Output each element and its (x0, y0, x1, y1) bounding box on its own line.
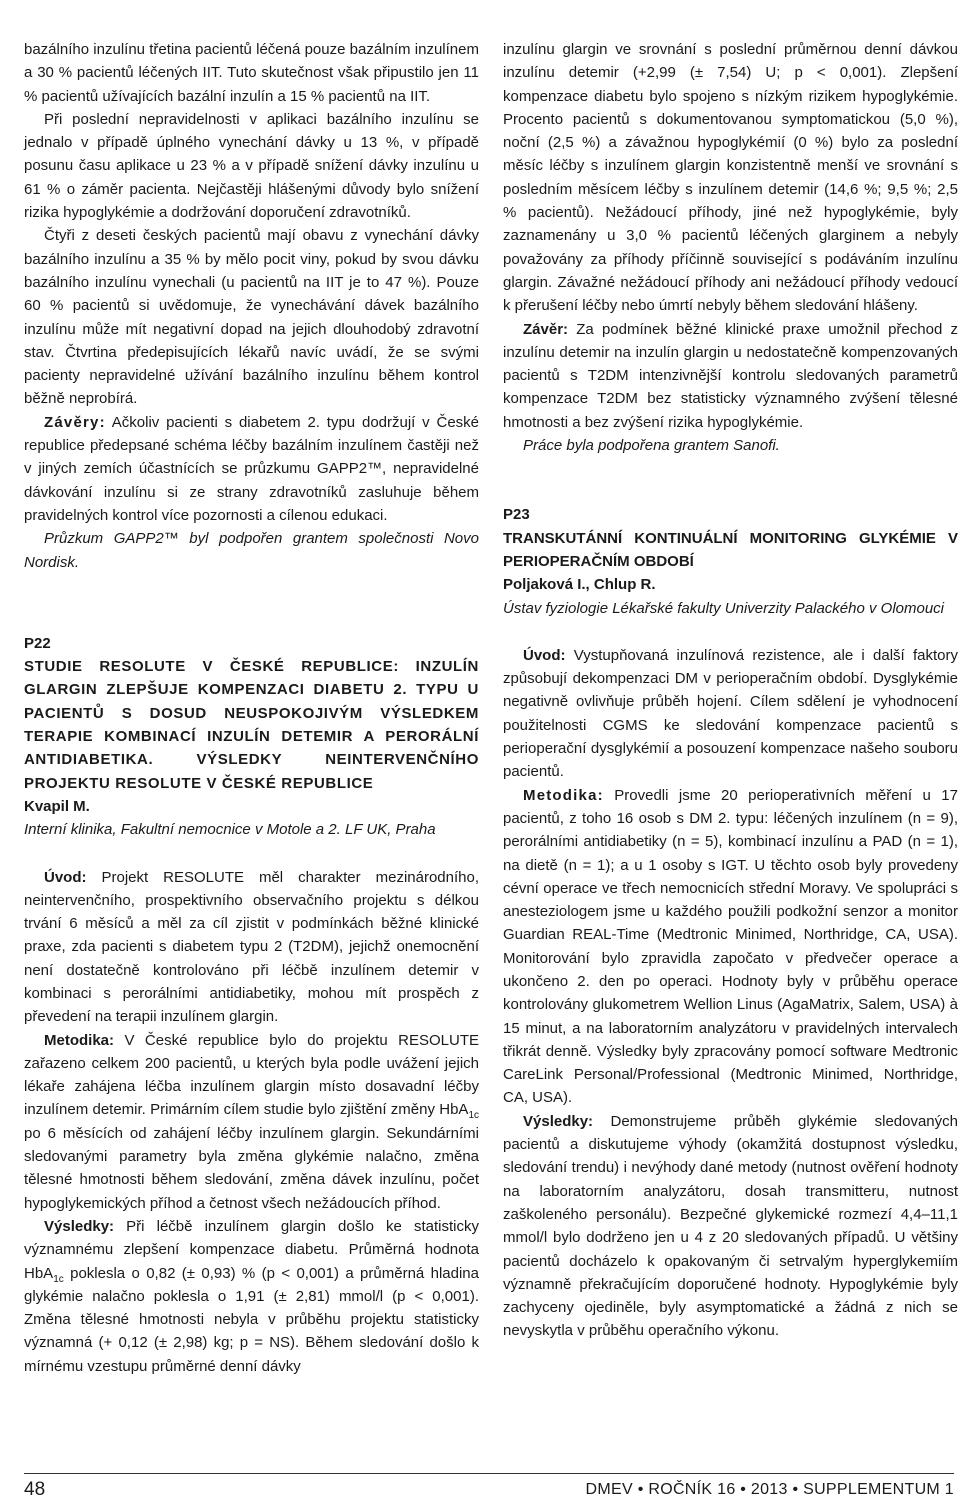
continued-paragraph: inzulínu glargin ve srovnání s poslední průměrnou denní dávkou inzulínu detemir (+2,99 (± 7,54) U; p < 0,001). Zlepšení kompenzace diabetu bylo spojeno s nízkým rizikem hypoglykémie. Procento pacientů s dokumentovanou symptomatickou (5,0 %), noční (2,5 %) a závažnou hypoglykémií (0 %) bylo za poslední měsíc léčby s inzulínem glargin konzistentně menší ve srovnání s posledním měsícem léčby s inzulínem detemir (14,6 %; 9,5 %; 2,5 % pacientů). Nežádoucí příhody, jiné než hypoglykémie, byly zaznamenány u 3,0 % pacientů léčených glarginem a nebyly považovány za příhody příčinně související s podáváním inzulínu glargin. Závažné nežádoucí příhody ani nežádoucí příhody vedoucí k přerušení léčby nebo úmrtí nebyly během sledování hlášeny. (503, 41, 958, 315)
abstract-authors: Poljaková I., Chlup R. (503, 576, 656, 594)
abstract-affiliation: Ústav fyziologie Lékařské fakulty Univerzity Palackého v Olomouci (503, 599, 945, 617)
page-number: 48 (24, 1479, 46, 1500)
methods-label: Metodika: (44, 1031, 115, 1049)
methods-text-cont: po 6 měsících od zahájení léčby inzulínem glargin. Sekundárními sledovanými parametry byla změna glykémie nalačno, změna tělesné hmotnosti během sledování, změna dávek inzulínu, počet hypoglykemických příhod a četnost všech nežádoucích příhod. (24, 1124, 479, 1212)
right-column (503, 38, 958, 1343)
methods-text: Provedli jsme 20 perioperativních měření u 17 pacientů, z toho 16 osob s DM 2. typu: léčených inzulínem (n = 9), perorálními antidiabetiky (n = 5), kombinací inzulínu a PAD (n = 1), na dietě (n = 1); a u 1 osoby s IGT. U těchto osob byly provedeny cévní operace ve třech nemocnicích střední Moravy. Ve spolupráci s anesteziologem jsme u každého použili podkožní senzor a monitor Guardian REAL-Time (Medtronic Minimed, Northridge, CA, USA). Monitorování bylo zpravidla započato v předvečer operace a ukončeno 2. den po operaci. Hodnoty byly v průběhu operace kontrolovány glukometrem Wellion Linus (AgaMatrix, Salem, USA) à 15 minut, a na laboratorním analyzátoru v pravidelných intervalech třikrát denně. Výsledky byly zpracovány pomocí software Medtronic CareLink Personal/Professional (Medtronic Minimed, Northridge, CA, USA). (503, 786, 958, 1107)
conclusion-paragraph (503, 318, 958, 434)
continued-paragraph: Čtyři z deseti českých pacientů mají obavu z vynechání dávky bazálního inzulínu a 35 % by mělo pocit viny, pokud by svou dávku bazálního inzulínu vynechali (u pacientů na IIT je to 47 %). Pouze 60 % pacientů si uvědomuje, že vynechávání dávek bazálního inzulínu může mít negativní dopad na jejich dlouhodobý zdravotní stav. Čtvrtina předepisujících lékařů navíc uvádí, že se svými pacienty nepravidelné užívání bazálního inzulínu během kontrol běžně neprobírá. (24, 227, 479, 408)
results-text: Demonstrujeme průběh glykémie sledovaných pacientů a diskutujeme výhody (okamžitá dostupnost výsledku, sledování trendu) i nevýhody dané metody (nutnost ověření hodnoty na laboratorním analyzátoru, dosah transmitteru, nutnost zaškoleného personálu). Bezpečné glykemické rozmezí 4,4–11,1 mmol/l bylo dodrženo jen u 4 z 20 sledovaných případů. U většiny pacientů docházelo k opakovaným či setrvalým hyperglykemiím významně překračujícím doporučené hodnoty. Hypoglykémie byly zachyceny ojediněle, byly asymptomatické a žádná z nich se nevyskytla v průběhu operačního výkonu. (503, 1112, 958, 1340)
methods-label: Metodika: (523, 786, 604, 804)
abstract-id: P23 (503, 506, 530, 524)
spacer (503, 620, 958, 644)
results-label: Výsledky: (523, 1112, 594, 1130)
abstract-id: P22 (24, 634, 51, 652)
intro-paragraph (24, 866, 479, 1029)
conclusions-label: Závěry: (44, 413, 106, 431)
conclusions-text: Ačkoliv pacienti s diabetem 2. typu dodržují v České republice předepsané schéma léčby bazálním inzulínem častěji než v jiných zemích účastnících se průzkumu GAPP2™, nepravidelné dávkování inzulínu si ze strany zdravotníků zasluhuje během pravidelných kontrol více pozornosti a cílenou edukaci. (24, 413, 479, 524)
methods-text: V České republice bylo do projektu RESOLUTE zařazeno celkem 200 pacientů, u kterých byla podle uvážení jejich lékaře zahájena léčba inzulínem glargin místo dosavadní léčby inzulínem detemir. Primárním cílem studie bylo zjištění změny HbA (24, 1031, 479, 1119)
abstract-title: TRANSKUTÁNNÍ KONTINUÁLNÍ MONITORING GLYKÉMIE V PERIOPERAČNÍM OBDOBÍ (503, 529, 958, 570)
conclusion-label: Závěr: (523, 320, 569, 338)
intro-text: Projekt RESOLUTE měl charakter mezinárodního, neintervenčního, prospektivního observačního projektu s délkou trvání 6 měsíců a měl za cíl zjistit v podmínkách běžné klinické praxe, zda pacienti s diabetem typu 2 (T2DM), jejichž onemocnění není dostatečně kontrolováno při léčbě inzulínem detemir v kombinaci s perorálními antidiabetiky, mohou mít prospěch z převedení na terapii inzulínem glargin. (24, 868, 479, 1026)
intro-paragraph (503, 644, 958, 784)
results-paragraph (24, 1215, 479, 1378)
intro-label: Úvod: (44, 868, 87, 886)
continued-paragraph: Při poslední nepravidelnosti v aplikaci bazálního inzulínu se jednalo v případě úplného vynechání dávky u 13 %, v případě posunu času aplikace u 23 % a v případě snížení dávky inzulínu u 61 % o záměr pacienta. Nejčastěji hlášenými důvody bylo snížení rizika hypoglykémie a dodržování doporučení zdravotníků. (24, 110, 479, 222)
conclusions-paragraph (24, 411, 479, 527)
grant-note: Průzkum GAPP2™ byl podpořen grantem společnosti Novo Nordisk. (24, 530, 479, 571)
intro-label: Úvod: (523, 646, 566, 664)
subscript: 1c (468, 1110, 479, 1122)
left-column (24, 38, 479, 1378)
spacer (24, 842, 479, 866)
intro-text: Vystupňovaná inzulínová rezistence, ale i další faktory způsobují dekompenzaci DM v perioperačním období. Dysglykémie negativně ovlivňuje průběh hojení. Cílem sdělení je vyhodnocení použitelnosti CGMS ke sledování kompenzace pacientů s perioperační dysglykémií a posouzení kompenzace našeho souboru pacientů. (503, 646, 958, 781)
methods-paragraph (24, 1029, 479, 1215)
grant-note: Práce byla podpořena grantem Sanofi. (523, 437, 780, 455)
subscript: 1c (53, 1273, 64, 1285)
conclusion-text: Za podmínek běžné klinické praxe umožnil přechod z inzulínu detemir na inzulín glargin u nedostatečně kompenzovaných pacientů s T2DM intenzivnější kontrolu sledovaných parametrů kompenzace T2DM bez statisticky významného zvýšení tělesné hmotnosti a bez zvýšení rizika hypoglykémie. (503, 320, 958, 431)
abstract-p22-header (24, 632, 479, 842)
results-text-cont: poklesla o 0,82 (± 0,93) % (p < 0,001) a průměrná hladina glykémie nalačno poklesla o 1,91 (± 2,81) mmol/l (p < 0,001). Změna tělesné hmotnosti nebyla v průběhu projektu statisticky významná (+ 0,12 (± 2,98) kg; p = NS). Během sledování došlo k mírnému vzestupu průměrné denní dávky (24, 1264, 479, 1375)
abstract-title: STUDIE RESOLUTE V ČESKÉ REPUBLICE: INZULÍN GLARGIN ZLEPŠUJE KOMPENZACI DIABETU 2. TYPU U PACIENTŮ S DOSUD NEUSPOKOJIVÝM VÝSLEDKEM TERAPIE KOMBINACÍ INZULÍN DETEMIR A PERORÁLNÍ ANTIDIABETIKA. VÝSLEDKY NEINTERVENČNÍHO PROJEKTU RESOLUTE V ČESKÉ REPUBLICE (24, 658, 479, 792)
abstract-authors: Kvapil M. (24, 797, 90, 815)
abstract-p23-header (503, 503, 958, 619)
results-label: Výsledky: (44, 1217, 115, 1235)
journal-citation: DMEV • ROČNÍK 16 • 2013 • SUPPLEMENTUM 1 (585, 1481, 954, 1498)
results-text: Při léčbě inzulínem glargin došlo ke statisticky významnému zlepšení kompenzace diabetu. Průměrná hodnota HbA (24, 1217, 479, 1282)
footer-divider (24, 1473, 954, 1474)
continued-paragraph: bazálního inzulínu třetina pacientů léčená pouze bazálním inzulínem a 30 % pacientů léčených IIT. Tuto skutečnost však připustilo jen 11 % pacientů užívajících bazální inzulín a 15 % pacientů na IIT. (24, 41, 479, 105)
methods-paragraph (503, 784, 958, 1110)
abstract-affiliation: Interní klinika, Fakultní nemocnice v Motole a 2. LF UK, Praha (24, 821, 436, 839)
results-paragraph (503, 1110, 958, 1343)
